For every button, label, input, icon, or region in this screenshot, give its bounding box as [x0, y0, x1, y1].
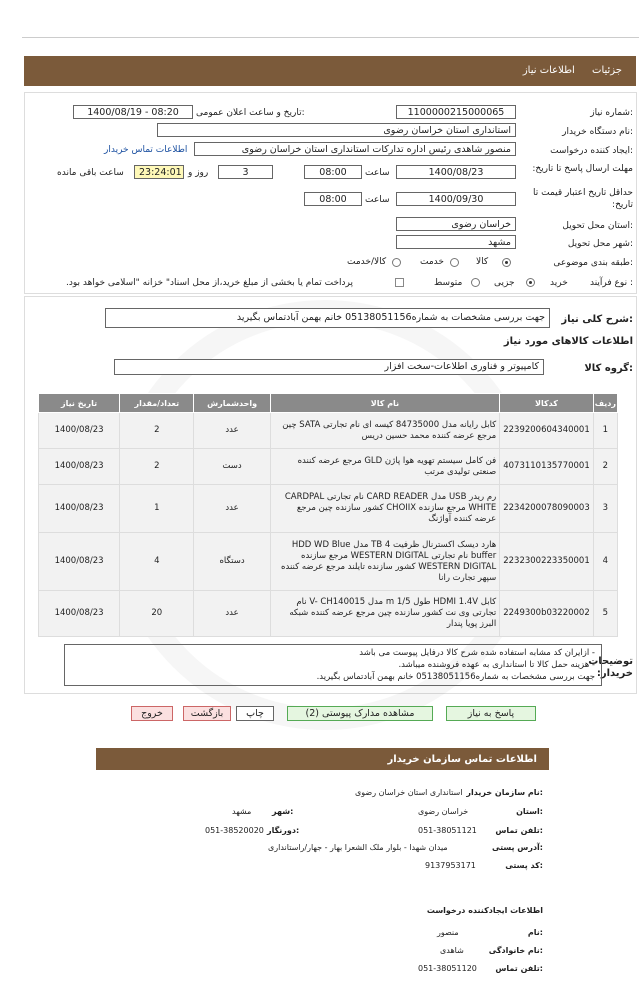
buyer-org-label: نام دستگاه خریدار:: [562, 127, 633, 137]
creator-family: شاهدی: [440, 946, 464, 955]
days-field: 3: [218, 165, 273, 179]
deadline-label: مهلت ارسال پاسخ تا تاریخ:: [532, 164, 633, 174]
creator-field: منصور شاهدی رئیس اداره تدارکات استانداری استان خراسان رضوی: [194, 142, 516, 156]
contact-postal: 9137953171: [425, 861, 476, 870]
cell-row: 4: [593, 533, 617, 591]
notes-line: - هزینه حمل کالا تا استانداری به عهده فروشنده میباشد.: [398, 660, 595, 670]
cell-date: 1400/08/23: [39, 413, 120, 449]
process-medium-radio[interactable]: [471, 278, 480, 287]
creator-name: منصور: [437, 928, 459, 937]
cell-unit: دست: [194, 449, 270, 485]
cell-code: 2239200604340001: [500, 413, 594, 449]
category-goods-label: کالا: [476, 257, 489, 267]
goods-table: [38, 393, 618, 637]
deadline-date-field: 1400/08/23: [396, 165, 516, 179]
category-service-radio[interactable]: [450, 258, 459, 267]
city-field: مشهد: [396, 235, 516, 249]
notes-box: [64, 644, 602, 686]
print-button[interactable]: چاپ: [236, 706, 274, 721]
contact-header: [96, 748, 549, 770]
notes-label: توضیحات خریدار:: [588, 656, 633, 679]
creator-label: ایجاد کننده درخواست:: [550, 146, 633, 156]
buyer-org-field: استانداری استان خراسان رضوی: [157, 123, 516, 137]
remaining-label: ساعت باقی مانده: [57, 168, 124, 178]
top-divider: [22, 37, 639, 38]
col-qty: تعداد/مقدار: [120, 394, 194, 413]
process-minor-label: جزیی: [494, 278, 515, 288]
deadline-time-label: ساعت: [365, 168, 390, 178]
reply-button[interactable]: پاسخ به نیاز: [446, 706, 536, 721]
contact-address: میدان شهدا - بلوار ملک الشعرا بهار - جهار/راستانداری: [268, 843, 448, 852]
col-unit: واحدشمارش: [194, 394, 270, 413]
validity-date-field: 1400/09/30: [396, 192, 516, 206]
process-buy-label: خرید: [550, 278, 568, 288]
cell-name: فن کامل سیستم تهویه هوا پاژن GLD مرجع عرضه کننده صنعتی تولیدی مرتب: [270, 449, 500, 485]
payment-checkbox[interactable]: [395, 278, 404, 287]
table-row[interactable]: [39, 533, 618, 591]
announce-label: تاریخ و ساعت اعلان عمومی:: [196, 108, 305, 118]
cell-code: 4073110135770001: [500, 449, 594, 485]
days-label: روز و: [188, 168, 209, 178]
process-minor-radio[interactable]: [526, 278, 535, 287]
contact-fax-label: دورنگار:: [267, 826, 300, 835]
contact-title: اطلاعات تماس سازمان خریدار: [387, 754, 537, 765]
tab-need-info[interactable]: اطلاعات نیاز: [522, 65, 575, 76]
cell-name: هارد دیسک اکسترنال ظرفیت 4 TB مدل HDD WD Blue buffer نام تجارتی WESTERN DIGITAL مرجع سازنده WESTERN DIGITAL کشور سازنده تایلند مرجع عرضه کننده سپهر تجارت رانا: [270, 533, 500, 591]
cell-code: 2232300223350001: [500, 533, 594, 591]
cell-code: 2234200078090003: [500, 485, 594, 533]
category-both-radio[interactable]: [392, 258, 401, 267]
deadline-time-field: 08:00: [304, 165, 362, 179]
cell-name: کابل HDMI 1.4V طول 1/5 m مدل V- CH140015 نام تجارتی وی نت کشور سازنده چین مرجع عرضه کننده شبکه البرز پویا پندار: [270, 591, 500, 637]
cell-qty: 4: [120, 533, 194, 591]
table-row[interactable]: [39, 413, 618, 449]
province-label: استان محل تحویل:: [562, 221, 633, 231]
category-label: طبقه بندی موضوعی:: [553, 258, 633, 268]
creator-name-label: نام:: [527, 928, 543, 937]
cell-date: 1400/08/23: [39, 485, 120, 533]
table-row[interactable]: [39, 591, 618, 637]
cell-qty: 20: [120, 591, 194, 637]
attachments-button[interactable]: مشاهده مدارک پیوستی (2): [287, 706, 433, 721]
category-both-label: کالا/خدمت: [347, 257, 387, 267]
validity-time-label: ساعت: [365, 195, 390, 205]
contact-province-label: استان:: [516, 807, 543, 816]
cell-name: رم ریدر USB مدل CARD READER نام تجارتی CARDPAL WHITE مرجع سازنده CHOIIX کشور سازنده چین مرجع عرضه کننده آواژنگ: [270, 485, 500, 533]
province-field: خراسان رضوی: [396, 217, 516, 231]
notes-line: - ازایران کد مشابه استفاده شده شرح کالا درفایل پیوست می باشد: [359, 648, 595, 658]
exit-button[interactable]: خروج: [131, 706, 173, 721]
validity-label: حداقل تاریخ اعتبار قیمت تا تاریخ:: [533, 188, 633, 210]
announce-field: 1400/08/19 - 08:20: [73, 105, 193, 119]
cell-row: 3: [593, 485, 617, 533]
group-field: کامپیوتر و فناوری اطلاعات-سخت افزار: [114, 359, 544, 375]
buyer-contact-link[interactable]: اطلاعات تماس خریدار: [104, 145, 188, 155]
cell-unit: دستگاه: [194, 533, 270, 591]
process-label: نوع فرآیند :: [589, 278, 633, 288]
contact-address-label: آدرس پستی:: [492, 843, 543, 852]
category-service-label: خدمت: [420, 257, 444, 267]
need-number-field: 1100000215000065: [396, 105, 516, 119]
validity-time-field: 08:00: [304, 192, 362, 206]
contact-city: مشهد: [232, 807, 252, 816]
goods-table-wrap: [38, 393, 618, 637]
cell-row: 2: [593, 449, 617, 485]
contact-phone-label: تلفن تماس:: [495, 826, 543, 835]
cell-row: 1: [593, 413, 617, 449]
group-label: گروه کالا:: [584, 363, 633, 374]
cell-unit: عدد: [194, 413, 270, 449]
payment-note: پرداخت تمام یا بخشی از مبلغ خرید،از محل اسناد" خزانه "اسلامی خواهد بود.: [66, 278, 354, 288]
cell-qty: 1: [120, 485, 194, 533]
buyer-name: استانداری استان خراسان رضوی: [355, 788, 463, 797]
process-medium-label: متوسط: [434, 278, 463, 288]
contact-fax: 051-38520020: [205, 826, 264, 835]
cell-name: کابل رایانه مدل 84735000 کیسه ای نام تجارتی SATA چین مرجع عرضه کننده محمد حسین دریس: [270, 413, 500, 449]
cell-code: 2249300b03220002: [500, 591, 594, 637]
contact-city-label: شهر:: [272, 807, 294, 816]
tab-details[interactable]: جزئیات: [592, 65, 622, 76]
col-date: تاریخ نیاز: [39, 394, 120, 413]
city-label: شهر محل تحویل:: [567, 239, 633, 249]
creator-family-label: نام خانوادگی:: [488, 946, 543, 955]
goods-title: اطلاعات کالاهای مورد نیاز: [503, 336, 633, 347]
creator-phone-label: تلفن تماس:: [495, 964, 543, 973]
summary-label: شرح کلی نیاز:: [561, 314, 633, 325]
notes-line: جهت بررسی مشخصات به شماره05138051156 خانم بهمن آبادتماس بگیرید.: [316, 672, 595, 682]
contact-postal-label: کد پستی:: [505, 861, 543, 870]
col-row: ردیف: [593, 394, 617, 413]
table-row[interactable]: [39, 449, 618, 485]
remaining-time-field: 23:24:01: [134, 165, 184, 179]
creator-info-title: اطلاعات ایجادکننده درخواست: [426, 906, 543, 915]
cell-date: 1400/08/23: [39, 533, 120, 591]
need-number-label: شماره نیاز:: [590, 108, 633, 118]
cell-unit: عدد: [194, 485, 270, 533]
table-row[interactable]: [39, 485, 618, 533]
cell-date: 1400/08/23: [39, 449, 120, 485]
cell-unit: عدد: [194, 591, 270, 637]
back-button[interactable]: بازگشت: [183, 706, 231, 721]
buyer-name-label: نام سازمان خریدار:: [466, 788, 543, 797]
cell-date: 1400/08/23: [39, 591, 120, 637]
page-header: [24, 56, 636, 86]
col-code: کدکالا: [500, 394, 594, 413]
col-name: نام کالا: [270, 394, 500, 413]
category-goods-radio[interactable]: [502, 258, 511, 267]
contact-province: خراسان رضوی: [418, 807, 469, 816]
cell-qty: 2: [120, 449, 194, 485]
summary-field: جهت بررسی مشخصات به شماره05138051156 خانم بهمن آبادتماس بگیرید: [105, 308, 550, 328]
cell-qty: 2: [120, 413, 194, 449]
cell-row: 5: [593, 591, 617, 637]
contact-phone: 051-38051121: [418, 826, 477, 835]
creator-phone: 051-38051120: [418, 964, 477, 973]
